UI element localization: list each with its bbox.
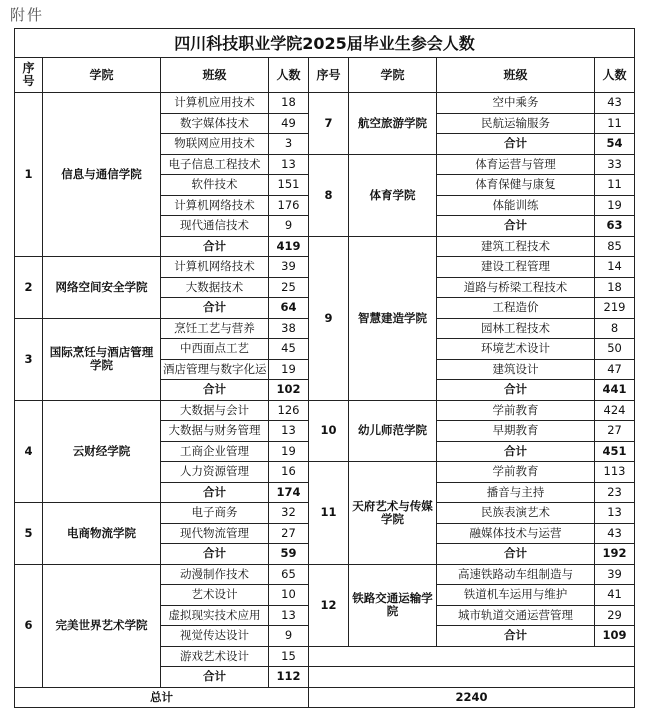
left-class-count: 18: [269, 93, 309, 114]
right-class-count: 27: [595, 421, 635, 442]
right-total-value: 109: [595, 626, 635, 647]
header-row: [15, 58, 635, 93]
right-total-value: 54: [595, 134, 635, 155]
right-class-name: 园林工程技术: [437, 318, 595, 339]
right-class-count: 8: [595, 318, 635, 339]
left-class-count: 3: [269, 134, 309, 155]
left-class-count: 27: [269, 523, 309, 544]
left-class-name: 视觉传达设计: [161, 626, 269, 647]
left-class-count: 32: [269, 503, 309, 524]
header-count-left: 人数: [269, 58, 309, 93]
right-college-name: 铁路交通运输学院: [349, 564, 437, 646]
right-class-name: 建筑工程技术: [437, 236, 595, 257]
left-college-name: 信息与通信学院: [43, 93, 161, 257]
left-total-label: 合计: [161, 380, 269, 401]
left-class-name: 虚拟现实技术应用: [161, 605, 269, 626]
left-class-count: 10: [269, 585, 309, 606]
left-total-value: 112: [269, 667, 309, 688]
right-class-name: 民航运输服务: [437, 113, 595, 134]
right-class-name: 铁道机车运用与维护: [437, 585, 595, 606]
right-total-value: 192: [595, 544, 635, 565]
right-college-name: 航空旅游学院: [349, 93, 437, 155]
left-college-name: 云财经学院: [43, 400, 161, 503]
right-class-count: 33: [595, 154, 635, 175]
left-class-count: 45: [269, 339, 309, 360]
left-college-no: 1: [15, 93, 43, 257]
right-total-label: 合计: [437, 216, 595, 237]
left-class-count: 151: [269, 175, 309, 196]
left-class-count: 25: [269, 277, 309, 298]
right-class-count: 29: [595, 605, 635, 626]
left-class-name: 人力资源管理: [161, 462, 269, 483]
right-total-label: 合计: [437, 544, 595, 565]
right-class-name: 环境艺术设计: [437, 339, 595, 360]
right-class-name: 播音与主持: [437, 482, 595, 503]
right-class-name: 道路与桥梁工程技术: [437, 277, 595, 298]
right-class-count: 19: [595, 195, 635, 216]
right-class-name: 体能训练: [437, 195, 595, 216]
right-class-count: 41: [595, 585, 635, 606]
left-class-name: 现代通信技术: [161, 216, 269, 237]
left-class-count: 15: [269, 646, 309, 667]
table-title: 四川科技职业学院2025届毕业生参会人数: [15, 29, 635, 58]
table-row: [15, 93, 635, 114]
right-total-label: 合计: [437, 441, 595, 462]
right-empty-cell: [309, 667, 635, 688]
right-class-name: 建设工程管理: [437, 257, 595, 278]
left-class-count: 13: [269, 154, 309, 175]
right-college-name: 幼儿师范学院: [349, 400, 437, 462]
right-class-name: 空中乘务: [437, 93, 595, 114]
left-class-name: 烹饪工艺与营养: [161, 318, 269, 339]
right-class-count: 43: [595, 523, 635, 544]
table-row: [15, 564, 635, 585]
right-class-name: 城市轨道交通运营管理: [437, 605, 595, 626]
left-class-count: 65: [269, 564, 309, 585]
right-class-name: 工程造价: [437, 298, 595, 319]
right-class-name: 体育运营与管理: [437, 154, 595, 175]
left-class-name: 中西面点工艺: [161, 339, 269, 360]
left-class-name: 大数据与会计: [161, 400, 269, 421]
left-total-label: 合计: [161, 544, 269, 565]
left-class-name: 电子商务: [161, 503, 269, 524]
right-class-count: 50: [595, 339, 635, 360]
right-college-no: 10: [309, 400, 349, 462]
header-class-left: 班级: [161, 58, 269, 93]
left-class-name: 艺术设计: [161, 585, 269, 606]
right-class-name: 早期教育: [437, 421, 595, 442]
attachment-label: 附件: [10, 6, 45, 24]
header-college-right: 学院: [349, 58, 437, 93]
left-total-label: 合计: [161, 482, 269, 503]
left-class-name: 软件技术: [161, 175, 269, 196]
left-total-value: 102: [269, 380, 309, 401]
right-class-count: 11: [595, 175, 635, 196]
left-class-name: 大数据技术: [161, 277, 269, 298]
left-class-name: 游戏艺术设计: [161, 646, 269, 667]
left-class-name: 大数据与财务管理: [161, 421, 269, 442]
left-class-name: 数字媒体技术: [161, 113, 269, 134]
right-class-count: 85: [595, 236, 635, 257]
right-class-count: 18: [595, 277, 635, 298]
right-college-no: 12: [309, 564, 349, 646]
right-class-count: 39: [595, 564, 635, 585]
header-college-left: 学院: [43, 58, 161, 93]
left-college-name: 国际烹饪与酒店管理学院: [43, 318, 161, 400]
right-college-no: 8: [309, 154, 349, 236]
left-total-label: 合计: [161, 236, 269, 257]
left-class-count: 9: [269, 216, 309, 237]
left-class-name: 酒店管理与数字化运: [161, 359, 269, 380]
right-college-no: 7: [309, 93, 349, 155]
right-class-count: 219: [595, 298, 635, 319]
right-class-name: 建筑设计: [437, 359, 595, 380]
right-class-name: 学前教育: [437, 462, 595, 483]
grand-total-value: 2240: [309, 687, 635, 708]
right-class-name: 民族表演艺术: [437, 503, 595, 524]
left-class-name: 现代物流管理: [161, 523, 269, 544]
right-class-count: 14: [595, 257, 635, 278]
grand-total-row: [15, 687, 635, 708]
left-class-count: 39: [269, 257, 309, 278]
left-class-count: 16: [269, 462, 309, 483]
right-empty-cell: [309, 646, 635, 667]
left-class-name: 计算机网络技术: [161, 257, 269, 278]
left-college-name: 电商物流学院: [43, 503, 161, 565]
right-college-name: 体育学院: [349, 154, 437, 236]
right-class-count: 113: [595, 462, 635, 483]
left-class-count: 19: [269, 441, 309, 462]
right-class-name: 高速铁路动车组制造与: [437, 564, 595, 585]
left-class-count: 176: [269, 195, 309, 216]
left-class-count: 19: [269, 359, 309, 380]
right-total-value: 63: [595, 216, 635, 237]
header-count-right: 人数: [595, 58, 635, 93]
left-college-no: 6: [15, 564, 43, 687]
right-class-name: 学前教育: [437, 400, 595, 421]
graduate-count-table: [14, 28, 635, 708]
left-class-name: 电子信息工程技术: [161, 154, 269, 175]
left-total-label: 合计: [161, 298, 269, 319]
right-class-count: 23: [595, 482, 635, 503]
left-class-count: 13: [269, 605, 309, 626]
left-class-count: 126: [269, 400, 309, 421]
right-class-count: 13: [595, 503, 635, 524]
header-class-right: 班级: [437, 58, 595, 93]
left-class-count: 13: [269, 421, 309, 442]
right-college-no: 9: [309, 236, 349, 400]
right-college-name: 智慧建造学院: [349, 236, 437, 400]
left-college-no: 2: [15, 257, 43, 319]
left-class-name: 计算机网络技术: [161, 195, 269, 216]
right-total-label: 合计: [437, 380, 595, 401]
left-class-count: 9: [269, 626, 309, 647]
left-class-name: 工商企业管理: [161, 441, 269, 462]
right-class-name: 体育保健与康复: [437, 175, 595, 196]
right-total-label: 合计: [437, 134, 595, 155]
left-total-label: 合计: [161, 667, 269, 688]
left-total-value: 64: [269, 298, 309, 319]
header-no-right: 序号: [309, 58, 349, 93]
right-total-value: 441: [595, 380, 635, 401]
grand-total-label: 总计: [15, 687, 309, 708]
left-class-name: 物联网应用技术: [161, 134, 269, 155]
right-class-name: 融媒体技术与运营: [437, 523, 595, 544]
header-no-left: 序号: [15, 58, 43, 93]
left-class-count: 49: [269, 113, 309, 134]
left-college-no: 3: [15, 318, 43, 400]
left-college-no: 5: [15, 503, 43, 565]
right-total-label: 合计: [437, 626, 595, 647]
right-college-name: 天府艺术与传媒学院: [349, 462, 437, 565]
table-row: [15, 400, 635, 421]
left-total-value: 59: [269, 544, 309, 565]
left-class-name: 动漫制作技术: [161, 564, 269, 585]
left-college-no: 4: [15, 400, 43, 503]
left-college-name: 网络空间安全学院: [43, 257, 161, 319]
left-class-name: 计算机应用技术: [161, 93, 269, 114]
right-class-count: 424: [595, 400, 635, 421]
right-class-count: 43: [595, 93, 635, 114]
left-total-value: 419: [269, 236, 309, 257]
left-class-count: 38: [269, 318, 309, 339]
right-college-no: 11: [309, 462, 349, 565]
right-class-count: 11: [595, 113, 635, 134]
left-college-name: 完美世界艺术学院: [43, 564, 161, 687]
left-total-value: 174: [269, 482, 309, 503]
right-class-count: 47: [595, 359, 635, 380]
right-total-value: 451: [595, 441, 635, 462]
